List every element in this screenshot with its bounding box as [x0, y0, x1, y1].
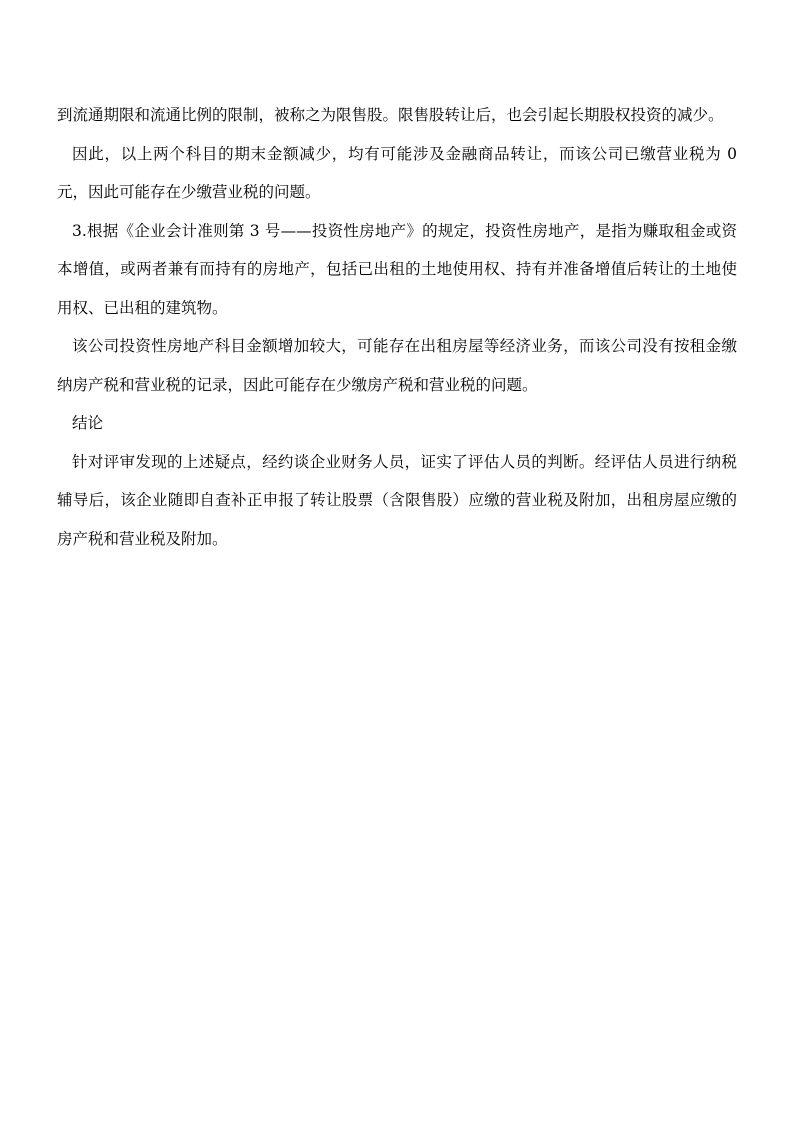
paragraph-property-analysis: 该公司投资性房地产科目金额增加较大，可能存在出租房屋等经济业务，而该公司没有按租金缴纳房产税和营业税的记录，因此可能存在少缴房产税和营业税的问题。 — [57, 337, 737, 394]
section-heading-conclusion: 结论 — [72, 414, 104, 432]
document-body — [57, 96, 737, 558]
paragraph-continuation: 到流通期限和流通比例的限制，被称之为限售股。限售股转让后，也会引起长期股权投资的减少。 — [57, 106, 724, 124]
paragraph-accounting-standard: 3.根据《企业会计准则第 3 号——投资性房地产》的规定，投资性房地产，是指为赚取租金或资本增值，或两者兼有而持有的房地产，包括已出租的土地使用权、持有并准备增值后转让的土地使用权、已出租的建筑物。 — [57, 221, 737, 317]
paragraph-analysis: 因此，以上两个科目的期末金额减少，均有可能涉及金融商品转让，而该公司已缴营业税为 0 元，因此可能存在少缴营业税的问题。 — [57, 144, 737, 201]
paragraph-conclusion: 针对评审发现的上述疑点，经约谈企业财务人员，证实了评估人员的判断。经评估人员进行纳税辅导后，该企业随即自查补正申报了转让股票（含限售股）应缴的营业税及附加，出租房屋应缴的房产税和营业税及附加。 — [57, 452, 737, 548]
